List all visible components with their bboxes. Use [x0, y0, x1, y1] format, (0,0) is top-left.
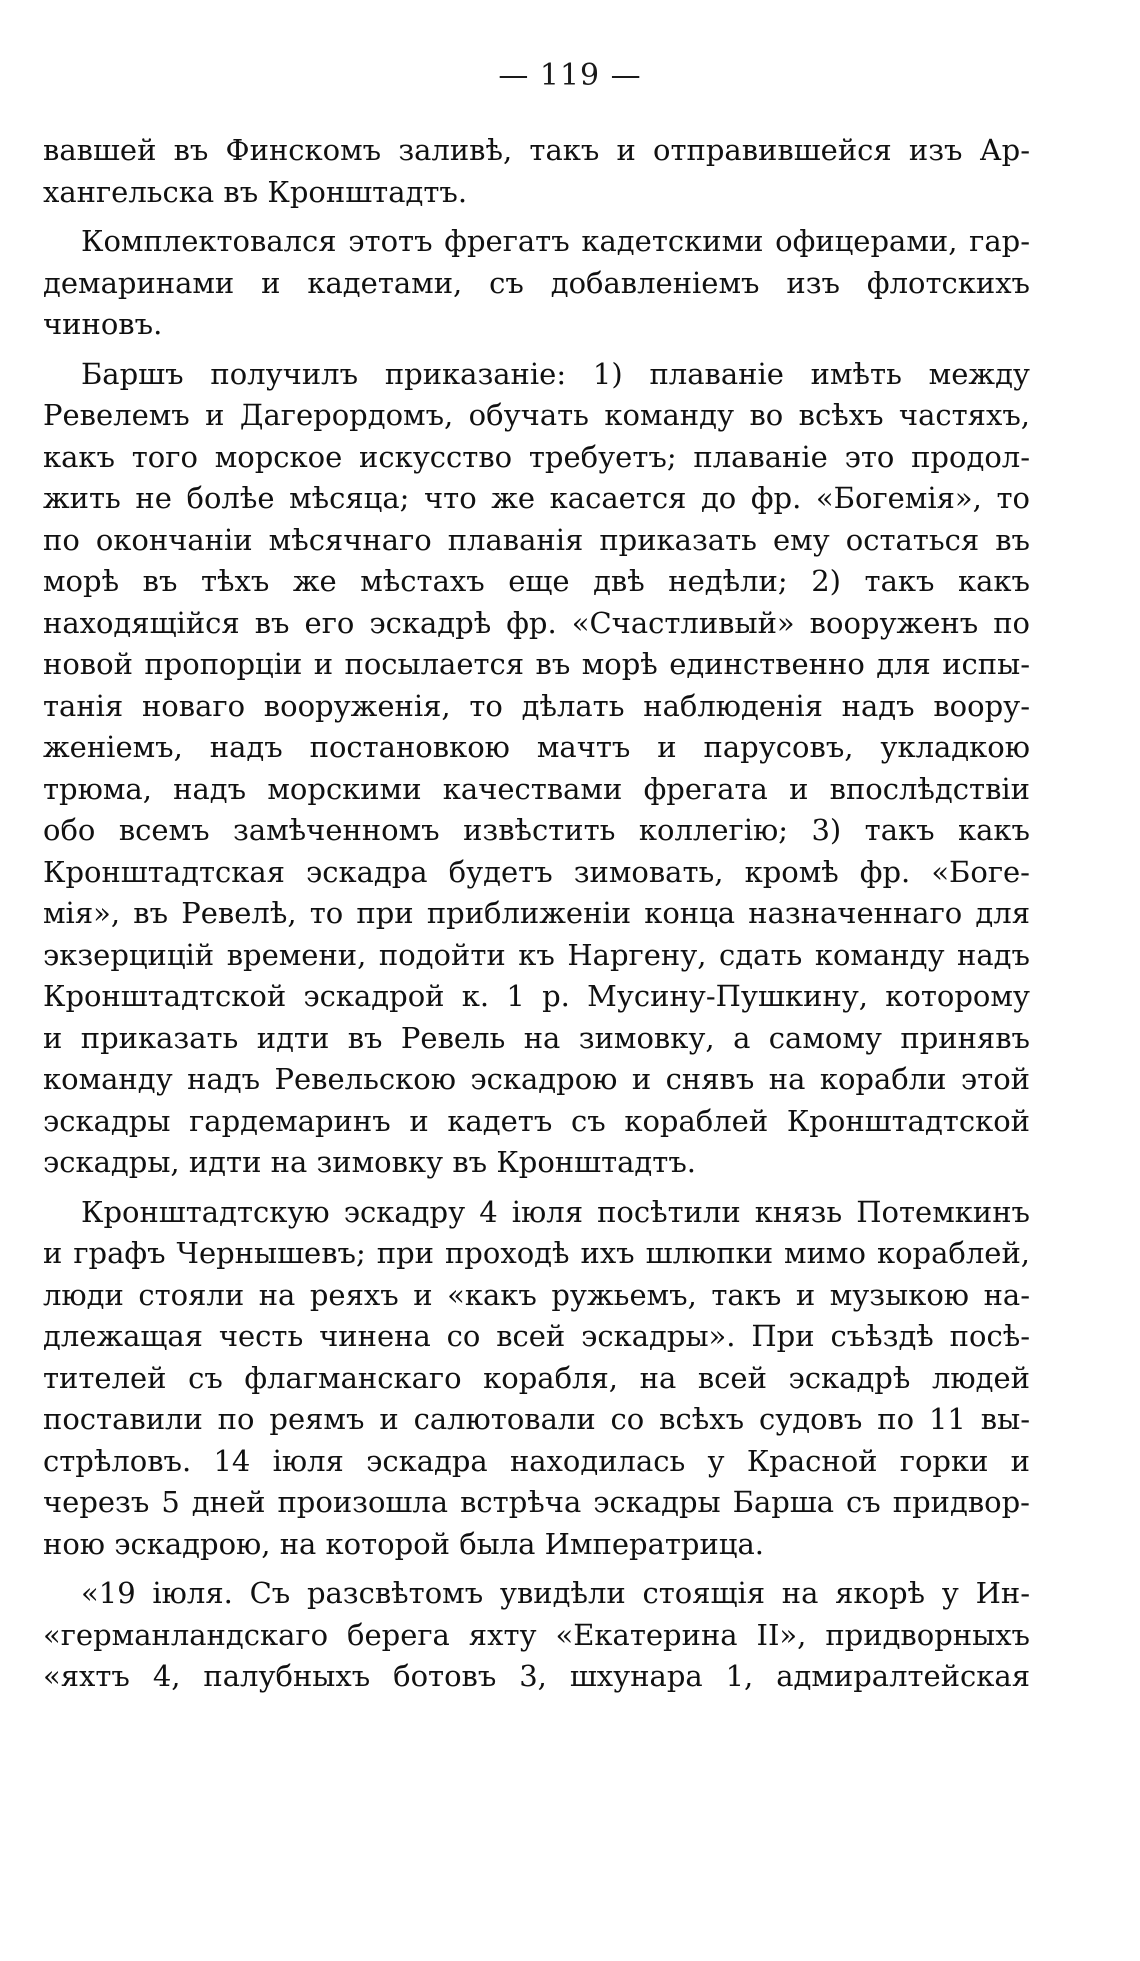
paragraph-5: [43, 1573, 1030, 1698]
paragraph-4: [43, 1192, 1030, 1566]
text-line: стрѣловъ. 14 іюля эскадра находилась у Красной горки и: [43, 1443, 1030, 1478]
paragraph-2: [43, 221, 1030, 346]
text-line: по окончаніи мѣсячнаго плаванія приказать ему остаться въ: [43, 522, 1030, 557]
text-line: ною эскадрою, на которой была Императрица.: [43, 1526, 764, 1561]
text-line: тителей съ флагманскаго корабля, на всей эскадрѣ людей: [43, 1360, 1030, 1395]
text-line: длежащая честь чинена со всей эскадры». При съѣздѣ посѣ-: [43, 1319, 1030, 1353]
text-line: какъ того морское искусство требуетъ; плаваніе это продол-: [43, 439, 1030, 474]
text-line: Кронштадтская эскадра будетъ зимовать, кромѣ фр. «Боге-: [43, 854, 1030, 889]
text-line: находящійся въ его эскадрѣ фр. «Счастливый» вооруженъ по: [43, 605, 1030, 640]
text-line: вавшей въ Финскомъ заливѣ, такъ и отправившейся изъ Ар-: [43, 133, 1030, 167]
text-line: женіемъ, надъ постановкою мачтъ и парусовъ, укладкою: [43, 730, 1030, 764]
text-line: Кронштадтской эскадрой к. 1 р. Мусину-Пушкину, которому: [43, 979, 1030, 1013]
text-line: «19 іюля. Съ разсвѣтомъ увидѣли стоящія на якорѣ у Ин-: [81, 1576, 1030, 1610]
page-number: — 119 —: [498, 58, 642, 93]
text-line: эскадры, идти на зимовку въ Кронштадтъ.: [43, 1145, 696, 1179]
text-line: мія», въ Ревелѣ, то при приближеніи конца назначеннаго для: [43, 896, 1030, 930]
text-line: трюма, надъ морскими качествами фрегата и впослѣдствіи: [43, 771, 1030, 806]
text-line: Кронштадтскую эскадру 4 іюля посѣтили князь Потемкинъ: [81, 1194, 1030, 1229]
text-line: «германландскаго берега яхту «Екатерина II», придворныхъ: [43, 1617, 1030, 1652]
body-text: [43, 130, 1030, 1698]
text-line: танія новаго вооруженія, то дѣлать наблюденія надъ воору-: [43, 688, 1030, 723]
text-line: Комплектовался этотъ фрегатъ кадетскими офицерами, гар-: [81, 224, 1030, 258]
text-line: новой пропорціи и посылается въ морѣ единственно для испы-: [43, 647, 1030, 681]
text-line: Баршъ получилъ приказаніе: 1) плаваніе имѣть между: [81, 356, 1030, 391]
text-line: люди стояли на реяхъ и «какъ ружьемъ, такъ и музыкою на-: [43, 1277, 1030, 1312]
text-line: экзерцицій времени, подойти къ Наргену, сдать команду надъ: [43, 937, 1030, 972]
paragraph-3: [43, 354, 1030, 1184]
text-line: «яхтъ 4, палубныхъ ботовъ 3, шхунара 1, адмиралтейская: [43, 1659, 1030, 1693]
text-line: чиновъ.: [43, 307, 163, 341]
text-line: черезъ 5 дней произошла встрѣча эскадры Барша съ придвор-: [43, 1485, 1030, 1519]
text-line: морѣ въ тѣхъ же мѣстахъ еще двѣ недѣли; 2) такъ какъ: [43, 564, 1030, 598]
text-line: эскадры гардемаринъ и кадетъ съ кораблей Кронштадтской: [43, 1103, 1030, 1138]
text-line: обо всемъ замѣченномъ извѣстить коллегію; 3) такъ какъ: [43, 813, 1030, 847]
text-line: поставили по реямъ и салютовали со всѣхъ судовъ по 11 вы-: [43, 1402, 1030, 1436]
text-line: хангельска въ Кронштадтъ.: [43, 174, 468, 209]
text-line: демаринами и кадетами, съ добавленіемъ изъ флотскихъ: [43, 265, 1030, 300]
text-line: Ревелемъ и Дагерордомъ, обучать команду во всѣхъ частяхъ,: [43, 398, 1030, 432]
text-line: и приказать идти въ Ревель на зимовку, а самому принявъ: [43, 1020, 1030, 1055]
text-line: жить не болѣе мѣсяца; что же касается до фр. «Богемія», то: [43, 481, 1030, 515]
paragraph-1: [43, 130, 1030, 213]
text-line: и графъ Чернышевъ; при проходѣ ихъ шлюпки мимо кораблей,: [43, 1236, 1030, 1270]
text-line: команду надъ Ревельскою эскадрою и снявъ на корабли этой: [43, 1062, 1030, 1096]
